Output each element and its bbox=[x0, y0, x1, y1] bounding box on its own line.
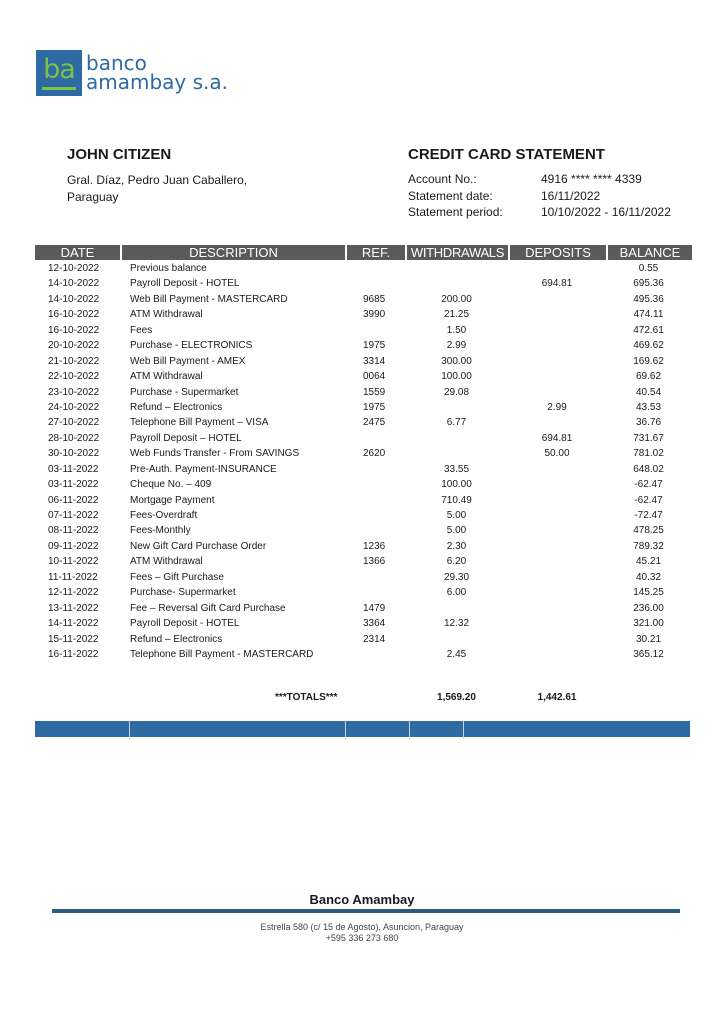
cell-description: Fees-Overdraft bbox=[130, 510, 198, 521]
cell-date: 11-11-2022 bbox=[48, 571, 98, 583]
cell-ref: 2314 bbox=[363, 633, 386, 645]
cell-description: Fees bbox=[130, 324, 153, 336]
cell-ref: 1975 bbox=[363, 340, 386, 352]
table-row bbox=[35, 400, 690, 415]
cell-withdrawal: 100.00 bbox=[441, 371, 472, 383]
cell-withdrawal: 6.77 bbox=[446, 417, 467, 429]
bar-divider bbox=[409, 721, 410, 739]
header-balance: BALANCE bbox=[608, 245, 692, 260]
cell-balance: 474.11 bbox=[633, 309, 664, 321]
cell-ref: 1366 bbox=[363, 556, 386, 568]
header-ref: REF. bbox=[347, 245, 405, 260]
cell-date: 09-11-2022 bbox=[48, 540, 99, 552]
cell-ref: 9685 bbox=[363, 293, 386, 305]
footer-address: Estrella 580 (c/ 15 de Agosto), Asuncion, Paraguay bbox=[260, 922, 464, 932]
table-row bbox=[35, 477, 690, 492]
cell-balance: 781.02 bbox=[633, 448, 664, 460]
cell-ref: 1975 bbox=[363, 401, 386, 413]
footer-contact bbox=[0, 922, 724, 944]
table-row bbox=[35, 585, 690, 600]
cell-date: 12-11-2022 bbox=[48, 587, 99, 599]
date-label: Statement date: bbox=[408, 188, 493, 203]
cell-withdrawal: 6.20 bbox=[446, 556, 467, 568]
cell-withdrawal: 5.00 bbox=[446, 510, 467, 521]
cell-withdrawal: 2.45 bbox=[446, 648, 467, 660]
cell-balance: 145.25 bbox=[633, 587, 664, 599]
table-row bbox=[35, 307, 690, 322]
cell-ref: 2620 bbox=[363, 448, 386, 460]
cell-balance: 731.67 bbox=[633, 432, 664, 444]
cell-description: Purchase- Supermarket bbox=[130, 587, 236, 599]
cell-description: Payroll Deposit - HOTEL bbox=[130, 618, 240, 630]
header-description: DESCRIPTION bbox=[122, 245, 345, 260]
cell-withdrawal: 21.25 bbox=[443, 309, 470, 321]
cell-withdrawal: 2.99 bbox=[446, 340, 467, 352]
statement-title: CREDIT CARD STATEMENT bbox=[408, 146, 605, 163]
header-deposits: DEPOSITS bbox=[510, 245, 606, 260]
table-row bbox=[35, 539, 690, 554]
cell-withdrawal: 1.50 bbox=[446, 324, 467, 336]
footer-divider bbox=[52, 909, 680, 913]
cell-description: New Gift Card Purchase Order bbox=[130, 540, 267, 552]
cell-balance: -62.47 bbox=[634, 479, 663, 491]
cell-date: 16-10-2022 bbox=[48, 324, 100, 336]
cell-balance: 648.02 bbox=[633, 463, 664, 475]
cell-description: Mortgage Payment bbox=[130, 494, 215, 506]
cell-balance: 69.62 bbox=[635, 371, 662, 383]
transaction-list bbox=[35, 261, 690, 662]
cell-date: 21-10-2022 bbox=[48, 355, 100, 367]
cell-ref: 1236 bbox=[363, 540, 386, 552]
cell-description: Purchase - ELECTRONICS bbox=[130, 340, 253, 352]
table-row bbox=[35, 354, 690, 369]
cell-date: 24-10-2022 bbox=[48, 401, 100, 413]
period-value: 10/10/2022 - 16/11/2022 bbox=[541, 205, 671, 219]
cell-withdrawal: 12.32 bbox=[443, 618, 470, 630]
table-row bbox=[35, 523, 690, 538]
table-row bbox=[35, 338, 690, 353]
cell-date: 30-10-2022 bbox=[48, 448, 100, 460]
cell-description: Previous balance bbox=[130, 263, 207, 274]
cell-balance: 0.55 bbox=[638, 263, 659, 274]
cell-description: ATM Withdrawal bbox=[130, 556, 203, 568]
period-label: Statement period: bbox=[408, 205, 503, 219]
client-address bbox=[67, 172, 247, 206]
cell-balance: 321.00 bbox=[633, 618, 664, 630]
table-row bbox=[35, 369, 690, 384]
cell-date: 28-10-2022 bbox=[48, 432, 100, 444]
period-row bbox=[408, 204, 671, 221]
account-label: Account No.: bbox=[408, 172, 477, 186]
cell-balance: 45.21 bbox=[635, 556, 662, 568]
cell-description: ATM Withdrawal bbox=[130, 309, 203, 321]
cell-balance: -72.47 bbox=[634, 510, 663, 521]
table-header bbox=[35, 245, 692, 260]
table-row bbox=[35, 261, 690, 276]
table-row bbox=[35, 647, 690, 662]
cell-date: 12-10-2022 bbox=[48, 263, 100, 274]
cell-balance: 30.21 bbox=[635, 633, 662, 645]
cell-deposit: 694.81 bbox=[541, 432, 573, 444]
totals-deposits: 1,442.61 bbox=[537, 692, 577, 703]
logo-mark bbox=[36, 50, 82, 96]
cell-ref: 3990 bbox=[363, 309, 386, 321]
logo-underline bbox=[42, 87, 76, 90]
cell-balance: 40.54 bbox=[635, 386, 662, 398]
cell-withdrawal: 2.30 bbox=[446, 540, 467, 552]
header-withdrawals: WITHDRAWALS bbox=[407, 245, 508, 260]
bar-divider bbox=[463, 721, 464, 739]
cell-balance: 469.62 bbox=[633, 340, 664, 352]
cell-date: 08-11-2022 bbox=[48, 525, 99, 537]
cell-date: 10-11-2022 bbox=[48, 556, 99, 568]
cell-deposit: 694.81 bbox=[541, 278, 573, 290]
table-row bbox=[35, 570, 690, 585]
table-row bbox=[35, 385, 690, 400]
cell-date: 07-11-2022 bbox=[48, 510, 99, 521]
cell-description: Fee – Reversal Gift Card Purchase bbox=[130, 602, 286, 614]
cell-ref: 3314 bbox=[363, 355, 386, 367]
statement-info bbox=[408, 171, 671, 221]
account-value: 4916 **** **** 4339 bbox=[541, 172, 642, 186]
table-row bbox=[35, 632, 690, 647]
cell-ref: 0064 bbox=[363, 371, 386, 383]
cell-date: 14-10-2022 bbox=[48, 278, 100, 290]
cell-description: ATM Withdrawal bbox=[130, 371, 203, 383]
cell-withdrawal: 33.55 bbox=[443, 463, 470, 475]
cell-balance: 236.00 bbox=[633, 602, 664, 614]
cell-withdrawal: 29.08 bbox=[443, 386, 470, 398]
cell-date: 16-11-2022 bbox=[48, 648, 99, 660]
cell-date: 14-10-2022 bbox=[48, 293, 100, 305]
table-row bbox=[35, 616, 690, 631]
logo-wordmark bbox=[86, 51, 229, 94]
cell-description: Pre-Auth. Payment-INSURANCE bbox=[130, 463, 277, 475]
cell-description: Fees-Monthly bbox=[130, 525, 191, 537]
cell-date: 15-11-2022 bbox=[48, 633, 99, 645]
logo-line2: amambay s.a. bbox=[86, 70, 229, 94]
header-date: DATE bbox=[35, 245, 120, 260]
table-row bbox=[35, 554, 690, 569]
logo-line1: banco bbox=[86, 51, 147, 75]
cell-description: Web Funds Transfer - From SAVINGS bbox=[130, 448, 300, 460]
cell-date: 13-11-2022 bbox=[48, 602, 99, 614]
cell-date: 22-10-2022 bbox=[48, 371, 100, 383]
cell-description: Telephone Bill Payment - MASTERCARD bbox=[130, 648, 314, 660]
cell-deposit: 50.00 bbox=[544, 448, 570, 460]
cell-withdrawal: 6.00 bbox=[446, 587, 467, 599]
cell-balance: 365.12 bbox=[633, 648, 664, 660]
cell-description: Fees – Gift Purchase bbox=[130, 571, 224, 583]
table-row bbox=[35, 431, 690, 446]
cell-ref: 2475 bbox=[363, 417, 386, 429]
cell-ref: 3364 bbox=[363, 618, 386, 630]
cell-description: Web Bill Payment - AMEX bbox=[130, 355, 246, 367]
cell-ref: 1479 bbox=[363, 602, 386, 614]
cell-withdrawal: 5.00 bbox=[446, 525, 467, 537]
cell-balance: 478.25 bbox=[633, 525, 664, 537]
cell-withdrawal: 100.00 bbox=[441, 479, 472, 491]
cell-date: 23-10-2022 bbox=[48, 386, 100, 398]
table-row bbox=[35, 446, 690, 461]
cell-balance: 495.36 bbox=[633, 293, 664, 305]
cell-description: Web Bill Payment - MASTERCARD bbox=[130, 293, 288, 305]
table-row bbox=[35, 508, 690, 523]
table-row bbox=[35, 276, 690, 291]
logo-abbr: ba bbox=[43, 54, 75, 85]
table-row bbox=[35, 292, 690, 307]
table-row bbox=[35, 601, 690, 616]
cell-date: 16-10-2022 bbox=[48, 309, 100, 321]
cell-balance: 472.61 bbox=[633, 324, 664, 336]
cell-deposit: 2.99 bbox=[547, 401, 567, 413]
address-line2: Paraguay bbox=[67, 190, 119, 204]
cell-balance: 43.53 bbox=[635, 401, 662, 413]
cell-description: Refund – Electronics bbox=[130, 401, 223, 413]
cell-ref: 1559 bbox=[363, 386, 386, 398]
date-row bbox=[408, 188, 671, 205]
table-footer-bar bbox=[35, 721, 690, 737]
table-row bbox=[35, 493, 690, 508]
cell-balance: 169.62 bbox=[633, 355, 664, 367]
cell-date: 03-11-2022 bbox=[48, 463, 99, 475]
cell-description: Payroll Deposit – HOTEL bbox=[130, 432, 242, 444]
cell-balance: 695.36 bbox=[633, 278, 664, 290]
cell-date: 06-11-2022 bbox=[48, 494, 99, 506]
cell-date: 14-11-2022 bbox=[48, 618, 99, 630]
cell-date: 27-10-2022 bbox=[48, 417, 100, 429]
cell-description: Refund – Electronics bbox=[130, 633, 223, 645]
table-row bbox=[35, 415, 690, 430]
cell-date: 20-10-2022 bbox=[48, 340, 100, 352]
client-name: JOHN CITIZEN bbox=[67, 146, 172, 163]
bank-logo bbox=[36, 50, 228, 96]
table-row bbox=[35, 462, 690, 477]
cell-balance: 789.32 bbox=[633, 540, 664, 552]
cell-balance: 36.76 bbox=[635, 417, 662, 429]
date-value: 16/11/2022 bbox=[541, 188, 601, 203]
footer-phone: +595 336 273 680 bbox=[325, 933, 399, 943]
cell-balance: 40.32 bbox=[635, 571, 662, 583]
cell-description: Cheque No. – 409 bbox=[130, 479, 212, 491]
bar-divider bbox=[345, 721, 346, 739]
bar-divider bbox=[129, 721, 130, 739]
cell-withdrawal: 300.00 bbox=[441, 355, 472, 367]
cell-date: 03-11-2022 bbox=[48, 479, 99, 491]
cell-balance: -62.47 bbox=[634, 494, 663, 506]
table-row bbox=[35, 323, 690, 338]
cell-description: Telephone Bill Payment – VISA bbox=[130, 417, 269, 429]
cell-description: Payroll Deposit - HOTEL bbox=[130, 278, 240, 290]
footer-bank-name: Banco Amambay bbox=[309, 892, 415, 907]
cell-description: Purchase - Supermarket bbox=[130, 386, 239, 398]
totals-label: ***TOTALS*** bbox=[275, 692, 338, 703]
account-row bbox=[408, 171, 671, 188]
totals-withdrawals: 1,569.20 bbox=[437, 692, 476, 703]
cell-withdrawal: 710.49 bbox=[441, 494, 472, 506]
cell-withdrawal: 29.30 bbox=[443, 571, 470, 583]
cell-withdrawal: 200.00 bbox=[441, 293, 472, 305]
address-line1: Gral. Díaz, Pedro Juan Caballero, bbox=[67, 173, 248, 187]
